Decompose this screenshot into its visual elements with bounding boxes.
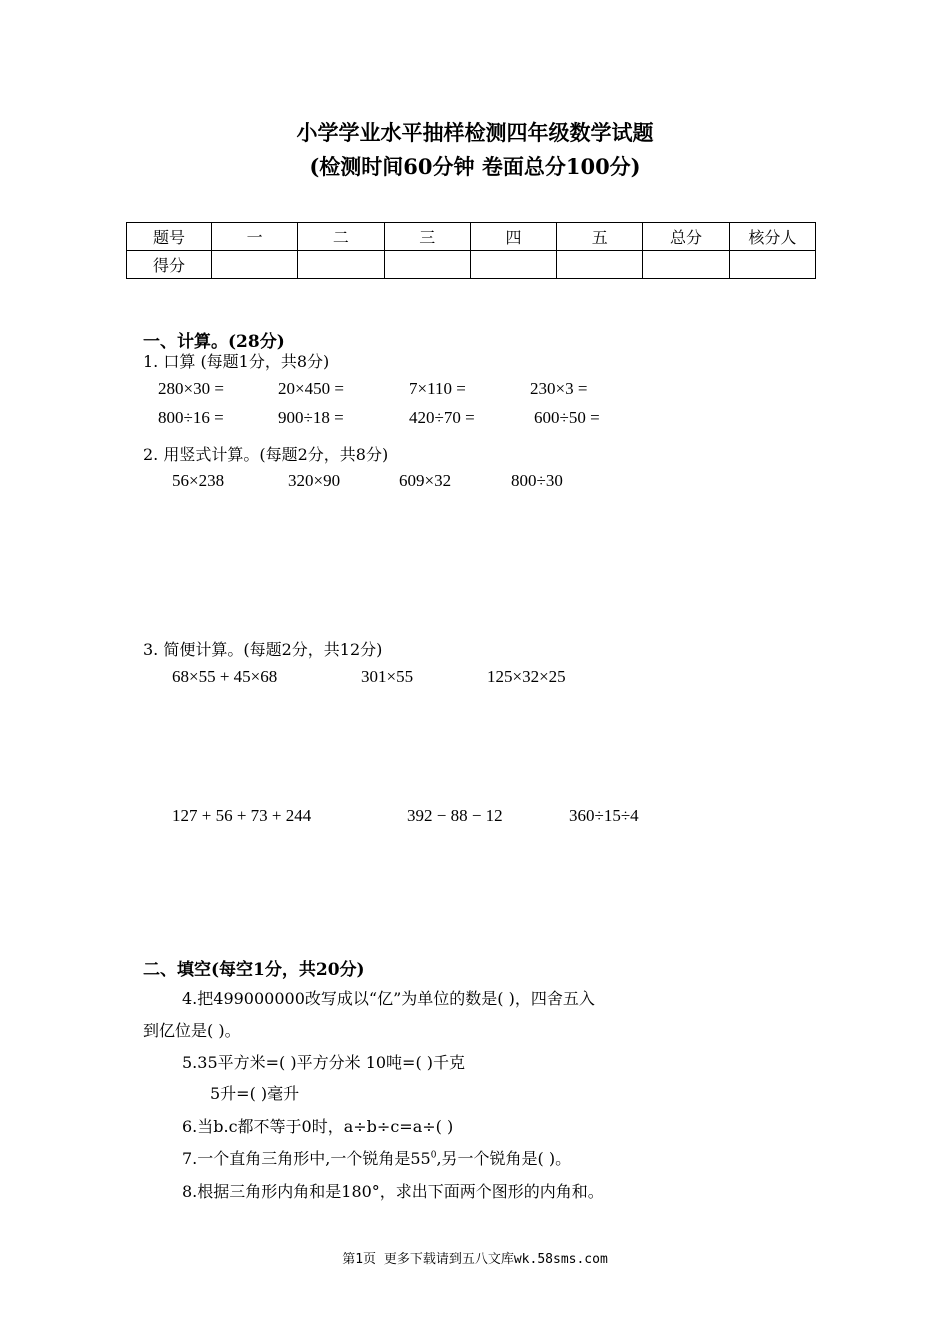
table-cell: 得分 (127, 251, 212, 279)
score-cell[interactable] (470, 251, 556, 279)
page-subtitle: (检测时间60分钟 卷面总分100分) (309, 154, 641, 179)
degree-superscript: 0 (430, 1150, 437, 1161)
expression: 20×450 = (278, 379, 344, 398)
q7-text-a: 7.一个直角三角形中,一个锐角是55 (182, 1149, 431, 1168)
expression: 230×3 = (530, 379, 588, 398)
score-cell[interactable] (384, 251, 470, 279)
expression: 320×90 (288, 471, 341, 490)
expression: 800÷30 (511, 471, 563, 490)
expression: 127 + 56 + 73 + 244 (172, 806, 312, 825)
expression: 800÷16 = (158, 408, 224, 427)
question-text: 5升=( )毫升 (210, 1084, 300, 1103)
score-table (126, 222, 816, 279)
score-cell[interactable] (729, 251, 815, 279)
table-cell: 一 (212, 223, 298, 251)
expression: 900÷18 = (278, 408, 344, 427)
question-label: 1. 口算 (每题1分，共8分) (143, 352, 330, 371)
table-row (127, 251, 816, 279)
table-cell: 核分人 (729, 223, 815, 251)
expression: 600÷50 = (534, 408, 600, 427)
page-title: 小学学业水平抽样检测四年级数学试题 (296, 120, 654, 145)
q7-text-b: ,另一个锐角是( )。 (436, 1149, 572, 1168)
table-cell: 五 (557, 223, 643, 251)
expression: 301×55 (361, 667, 414, 686)
question-text: 5.35平方米=( )平方分米 10吨=( )千克 (182, 1053, 466, 1072)
section-heading: 二、填空(每空1分，共20分) (143, 960, 365, 980)
expression: 68×55 + 45×68 (172, 667, 278, 686)
table-cell: 总分 (643, 223, 729, 251)
expression: 609×32 (399, 471, 452, 490)
score-cell[interactable] (557, 251, 643, 279)
question-text: 6.当b.c都不等于0时，a÷b÷c=a÷( ) (182, 1117, 454, 1136)
expression: 280×30 = (158, 379, 224, 398)
expression: 56×238 (172, 471, 225, 490)
page-footer: 第1页 更多下载请到五八文库wk.58sms.com (342, 1252, 608, 1267)
question-text: 8.根据三角形内角和是180°，求出下面两个图形的内角和。 (182, 1182, 604, 1201)
table-row (127, 223, 816, 251)
table-cell: 四 (470, 223, 556, 251)
expression: 392 − 88 − 12 (407, 806, 503, 825)
question-text: 4.把499000000改写成以“亿”为单位的数是( )，四舍五入 (182, 989, 595, 1008)
table-cell: 题号 (127, 223, 212, 251)
question-text: 到亿位是( )。 (143, 1021, 241, 1040)
score-cell[interactable] (212, 251, 298, 279)
question-label: 3. 简便计算。(每题2分，共12分) (143, 640, 383, 659)
score-cell[interactable] (298, 251, 384, 279)
score-cell[interactable] (643, 251, 729, 279)
section-heading: 一、计算。(28分) (143, 332, 285, 352)
expression: 420÷70 = (409, 408, 475, 427)
question-label: 2. 用竖式计算。(每题2分，共8分) (143, 445, 389, 464)
expression: 125×32×25 (487, 667, 566, 686)
table-cell: 二 (298, 223, 384, 251)
question-text (182, 1146, 571, 1169)
table-cell: 三 (384, 223, 470, 251)
expression: 360÷15÷4 (569, 806, 639, 825)
expression: 7×110 = (409, 379, 466, 398)
